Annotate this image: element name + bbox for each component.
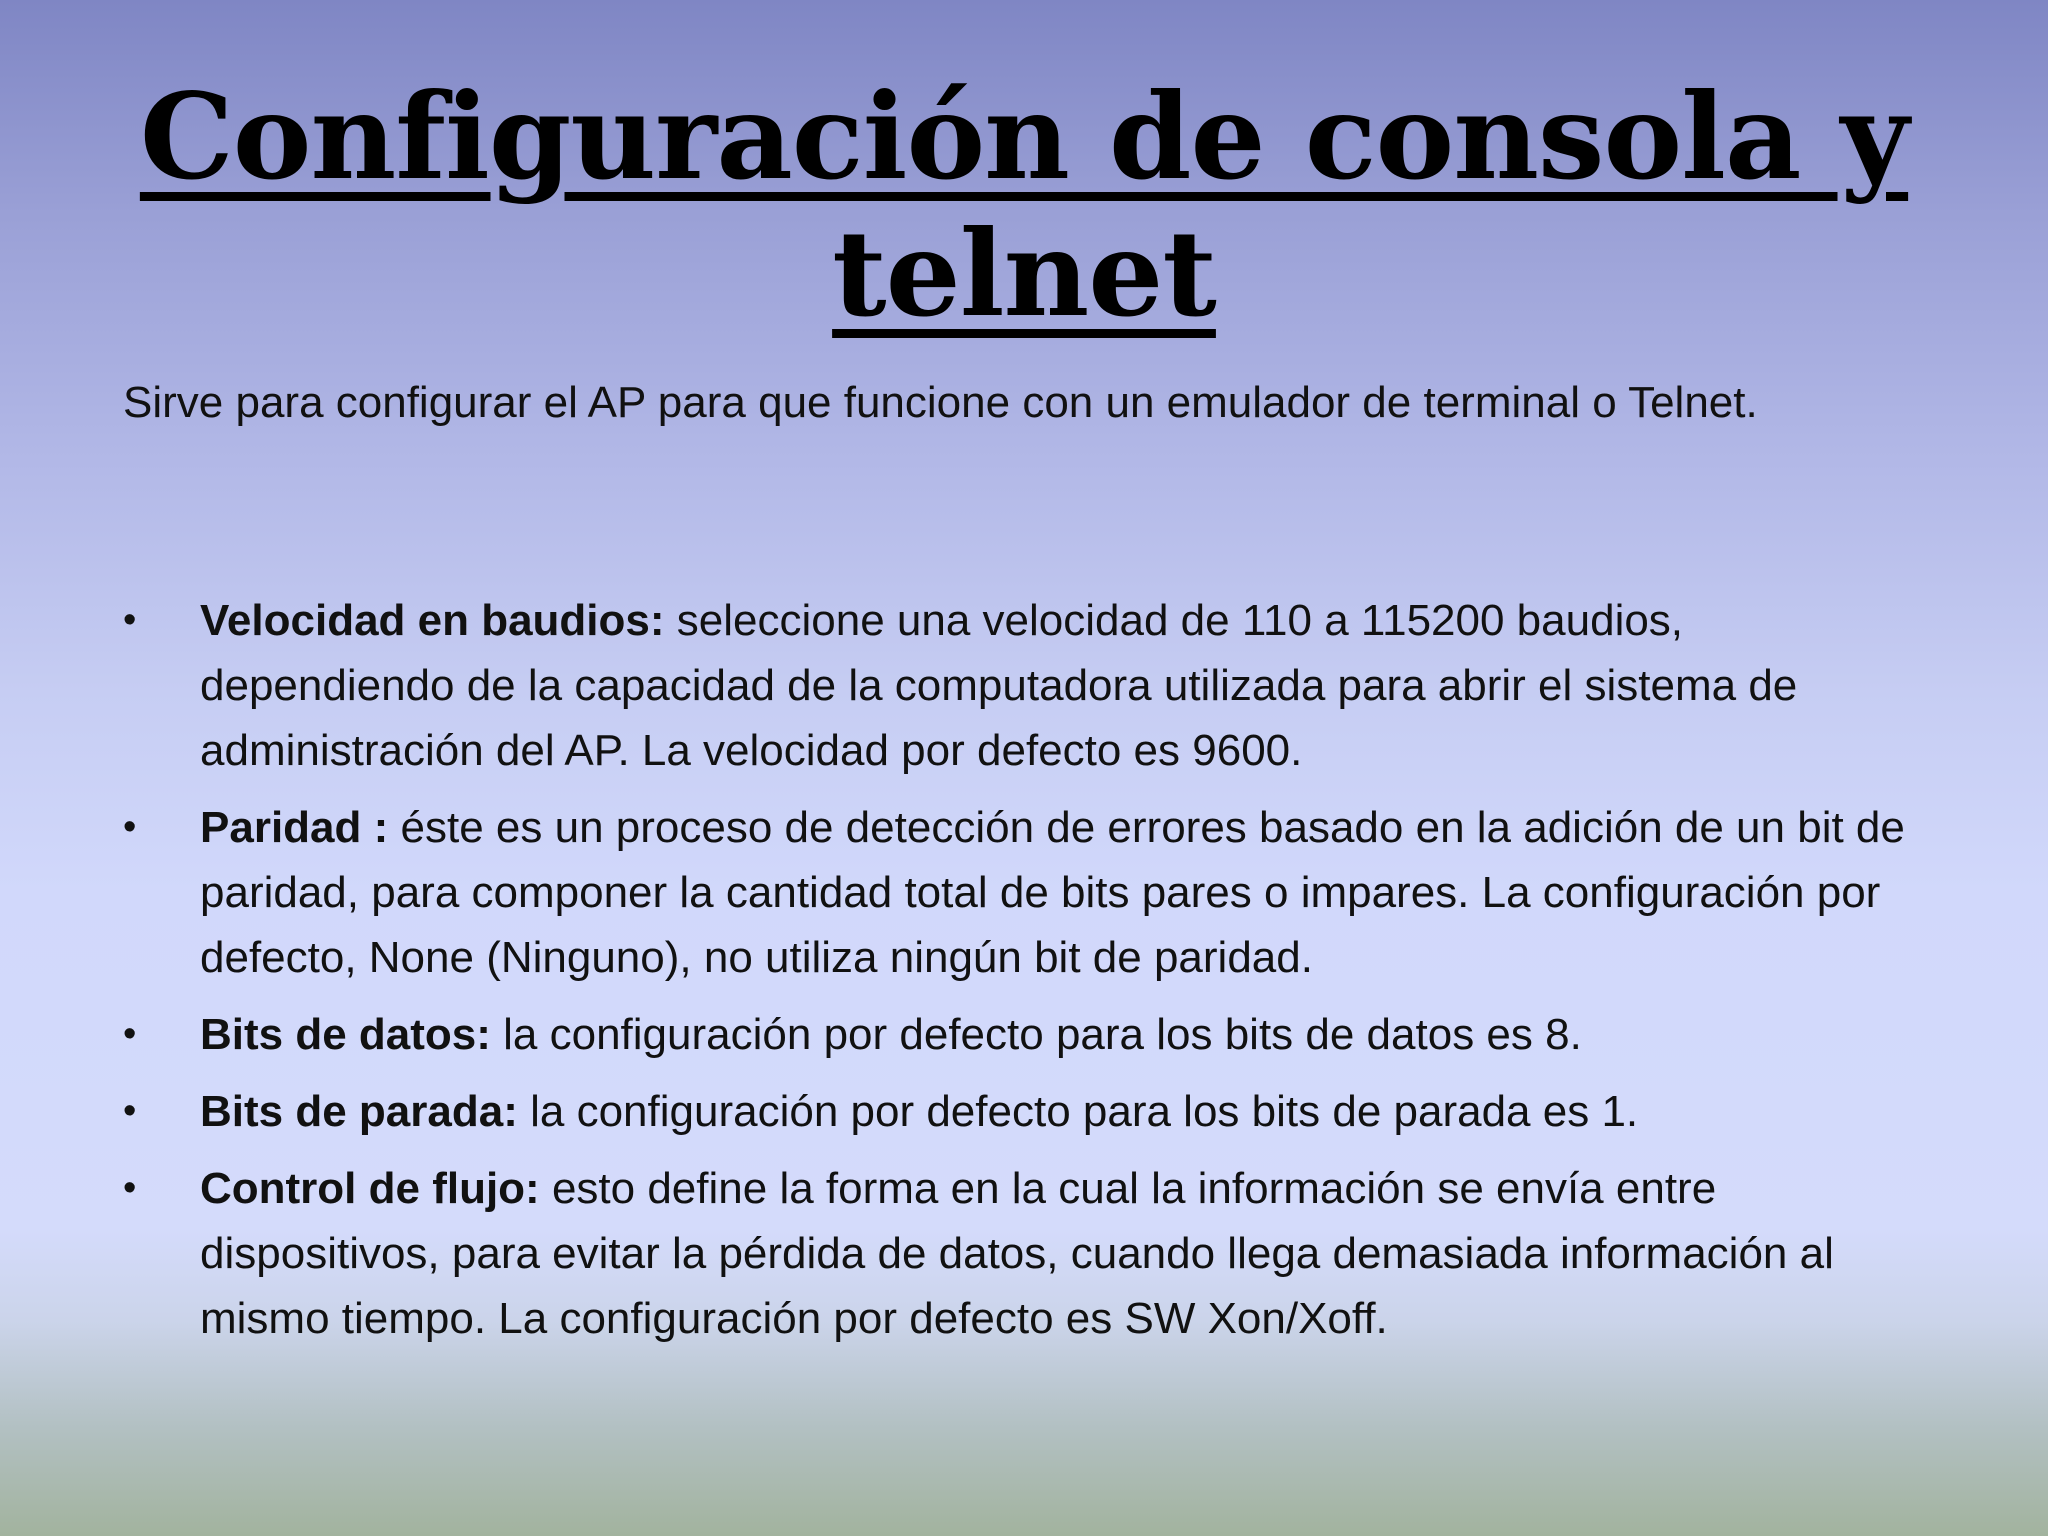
bullet-term: Bits de datos: [200, 1010, 491, 1059]
bullet-term: Paridad : [200, 803, 389, 852]
bullet-marker: • [123, 806, 137, 848]
bullet-text: esto define la forma en la cual la información se envía entre dispositivos, para evitar la pérdida de datos, cuando llega demasiada información al mismo tiempo. La configuración por defecto es SW Xon/Xoff. [200, 1164, 1834, 1343]
bullet-term: Bits de parada: [200, 1087, 518, 1136]
bullet-parity [123, 795, 1943, 990]
bullet-marker: • [123, 599, 137, 641]
intro-paragraph: Sirve para configurar el AP para que funcione con un emulador de terminal o Telnet. [123, 378, 1758, 427]
bullet-text: éste es un proceso de detección de errores basado en la adición de un bit de paridad, para componer la cantidad total de bits pares o impares. La configuración por defecto, None (Ninguno), no utiliza ningún bit de paridad. [200, 803, 1905, 982]
bullet-baud-rate [123, 588, 1943, 783]
bullet-marker: • [123, 1090, 137, 1132]
bullet-text: la configuración por defecto para los bits de datos es 8. [490, 1010, 1582, 1059]
bullet-list [123, 588, 1943, 1363]
slide-title: Configuración de consola y telnet [139, 67, 1909, 343]
bullet-data-bits [123, 1002, 1943, 1067]
bullet-marker: • [123, 1013, 137, 1055]
bullet-term: Velocidad en baudios: [200, 596, 665, 645]
bullet-text: la configuración por defecto para los bits de parada es 1. [517, 1087, 1639, 1136]
bullet-text: seleccione una velocidad de 110 a 115200 baudios, dependiendo de la capacidad de la computadora utilizada para abrir el sistema de administración del AP. La velocidad por defecto es 9600. [200, 596, 1798, 775]
bullet-stop-bits [123, 1079, 1943, 1144]
bullet-term: Control de flujo: [200, 1164, 540, 1213]
bullet-marker: • [123, 1167, 137, 1209]
bullet-flow-control [123, 1156, 1943, 1351]
